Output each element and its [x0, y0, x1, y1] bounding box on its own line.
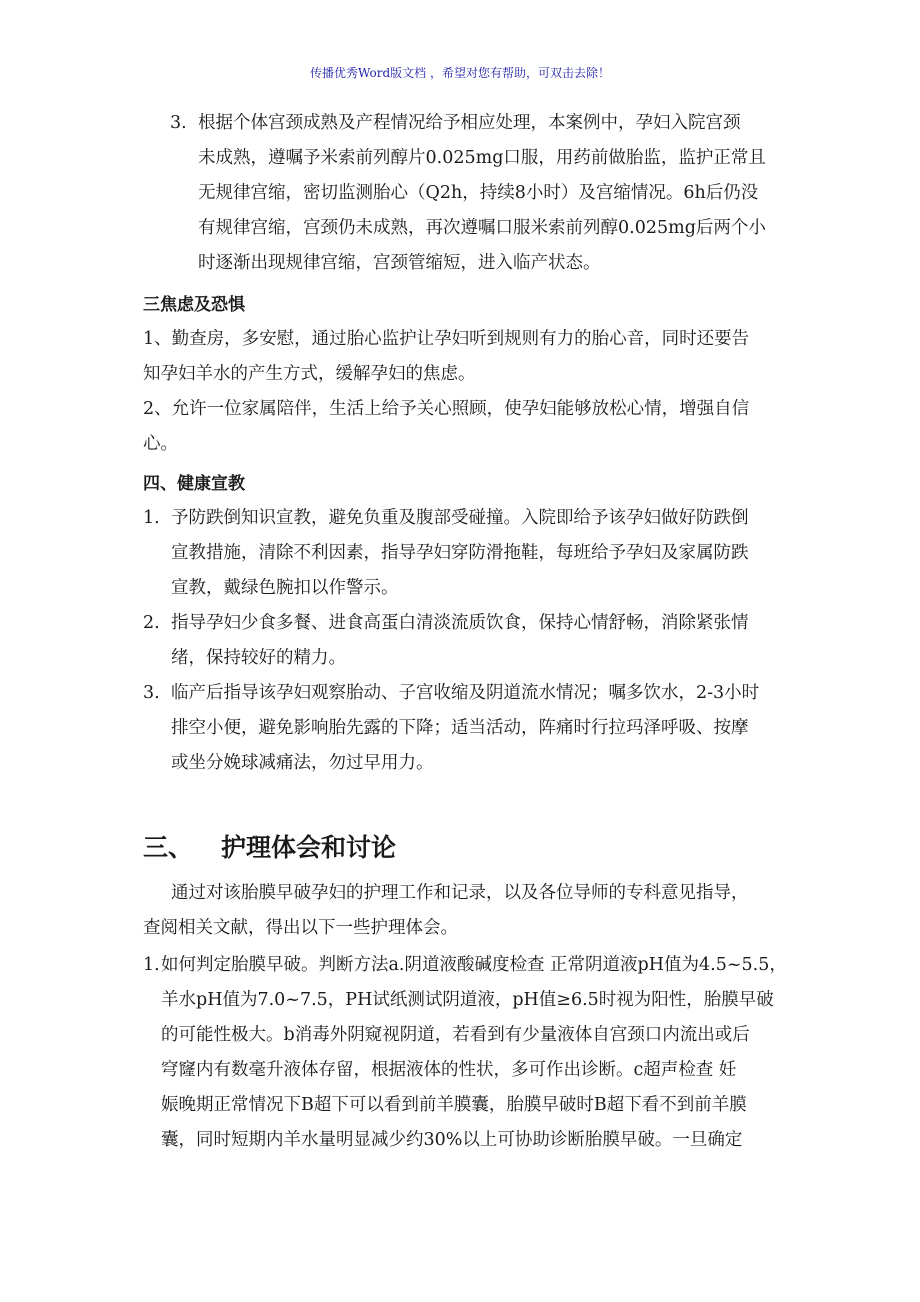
list-number: 1. — [143, 955, 160, 975]
text-line: 知孕妇羊水的产生方式，缓解孕妇的焦虑。 — [143, 364, 476, 384]
text-line: 宣教措施，清除不利因素，指导孕妇穿防滑拖鞋，每班给予孕妇及家属防跌 — [171, 543, 749, 563]
text-line: 根据个体宫颈成熟及产程情况给予相应处理，本案例中，孕妇入院宫颈 — [198, 113, 741, 133]
text-line: 宣教，戴绿色腕扣以作警示。 — [171, 578, 399, 598]
list-item-3 — [170, 106, 810, 281]
text-line: 绪，保持较好的精力。 — [171, 648, 346, 668]
text-line: 囊，同时短期内羊水量明显减少约30%以上可协助诊断胎膜早破。一旦确定 — [161, 1130, 743, 1150]
text-line: 羊水pH值为7.0~7.5，PH试纸测试阴道液，pH值≥6.5时视为阳性，胎膜早破 — [161, 990, 774, 1010]
section-heading: 四、健康宣教 — [143, 474, 245, 494]
text-line: 无规律宫缩，密切监测胎心（Q2h，持续8小时）及宫缩情况。6h后仍没 — [198, 183, 759, 203]
text-line: 有规律宫缩，宫颈仍未成熟，再次遵嘱口服米索前列醇0.025mg后两个小 — [198, 218, 766, 238]
section-health-education — [143, 467, 803, 781]
text-line: 通过对该胎膜早破孕妇的护理工作和记录，以及各位导师的专科意见指导， — [171, 883, 749, 903]
text-line: 穹窿内有数毫升液体存留，根据液体的性状，多可作出诊断。c超声检查 妊 — [161, 1060, 737, 1080]
discussion-intro — [143, 876, 803, 946]
text-line: 予防跌倒知识宣教，避免负重及腹部受碰撞。入院即给予该孕妇做好防跌倒 — [171, 508, 749, 528]
text-line: 的可能性极大。b消毒外阴窥视阴道，若看到有少量液体自宫颈口内流出或后 — [161, 1025, 750, 1045]
list-number: 3. — [143, 683, 160, 703]
text-line: 时逐渐出现规律宫缩，宫颈管缩短，进入临产状态。 — [198, 253, 601, 273]
list-number: 3. — [170, 113, 187, 133]
chapter-title: 护理体会和讨论 — [221, 833, 397, 862]
text-line: 2、允许一位家属陪伴，生活上给予关心照顾，使孕妇能够放松心情，增强自信 — [143, 399, 750, 419]
text-line: 心。 — [143, 434, 178, 454]
text-line: 排空小便，避免影响胎先露的下降；适当活动，阵痛时行拉玛泽呼吸、按摩 — [171, 718, 749, 738]
page-header: 传播优秀Word版文档 ，希望对您有帮助，可双击去除！ — [310, 66, 610, 80]
text-line: 娠晚期正常情况下B超下可以看到前羊膜囊，胎膜早破时B超下看不到前羊膜 — [161, 1095, 747, 1115]
list-number: 2. — [143, 613, 160, 633]
text-line: 未成熟，遵嘱予米索前列醇片0.025mg口服，用药前做胎监，监护正常且 — [198, 148, 766, 168]
section-heading: 三焦虑及恐惧 — [143, 295, 245, 315]
chapter-number: 三、 — [143, 833, 194, 862]
section-anxiety — [143, 288, 803, 462]
text-line: 如何判定胎膜早破。判断方法a.阴道液酸碱度检查 正常阴道液pH值为4.5~5.5， — [161, 955, 787, 975]
text-line: 临产后指导该孕妇观察胎动、子宫收缩及阴道流水情况；嘱多饮水，2-3小时 — [171, 683, 760, 703]
text-line: 指导孕妇少食多餐、进食高蛋白清淡流质饮食，保持心情舒畅，消除紧张情 — [171, 613, 749, 633]
discussion-item-1 — [143, 948, 803, 1158]
text-line: 或坐分娩球减痛法，勿过早用力。 — [171, 753, 434, 773]
list-number: 1. — [143, 508, 160, 528]
text-line: 查阅相关文献，得出以下一些护理体会。 — [143, 918, 458, 938]
text-line: 1、勤查房，多安慰，通过胎心监护让孕妇听到规则有力的胎心音，同时还要告 — [143, 329, 750, 349]
chapter-heading — [143, 828, 396, 864]
